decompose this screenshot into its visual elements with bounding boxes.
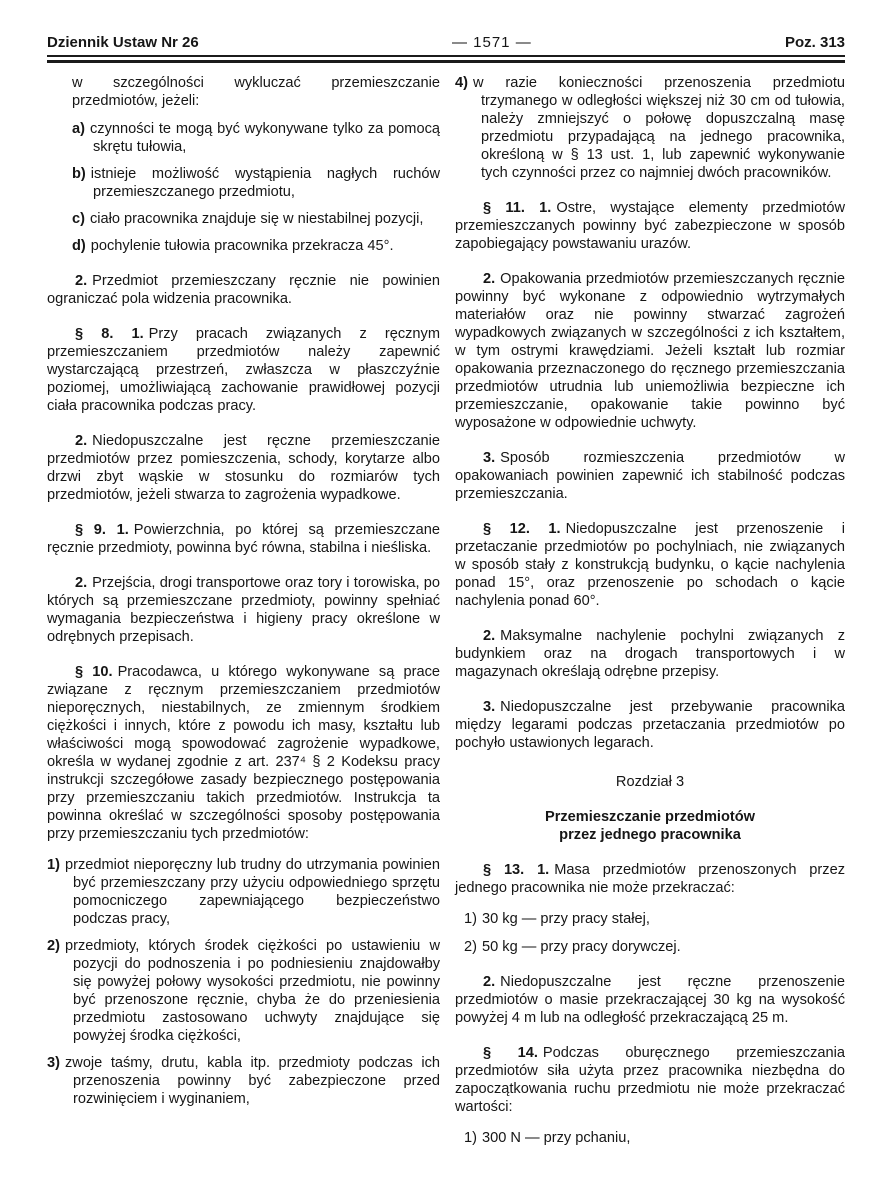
page-header — [47, 34, 845, 57]
paragraph-number: 2. — [483, 628, 496, 644]
journal-title: Dziennik Ustaw Nr 26 — [47, 34, 199, 51]
list-marker: 4) — [455, 75, 468, 91]
left-column — [47, 74, 440, 1147]
paragraph-text: Niedopuszczalne jest przenoszenie i przetaczanie przedmiotów po pochylniach, nie związanych w sposób stały z konstrukcją budynku, o kącie nachylenia ponad 15°, oraz przenoszenie po schodach o kącie nachylenia ponad 60°. — [455, 521, 845, 609]
header-rule — [47, 60, 845, 63]
list-item-text: 50 kg — przy pracy dorywczej. — [481, 939, 681, 955]
paragraph-number: 3. — [483, 450, 496, 466]
paragraph: w szczególności wykluczać przemieszczanie przedmiotów, jeżeli: — [72, 75, 440, 109]
list-marker: d) — [72, 238, 86, 254]
section-title-line2: przez jednego pracownika — [559, 827, 741, 843]
paragraph — [455, 199, 845, 253]
paragraph — [455, 627, 845, 681]
right-column — [455, 74, 845, 1147]
paragraph-number: 2. — [75, 433, 88, 449]
paragraph-number: § 13. 1. — [483, 862, 550, 878]
paragraph-number: § 10. — [75, 664, 113, 680]
paragraph-text: Przedmiot przemieszczany ręcznie nie powinien ograniczać pola widzenia pracownika. — [47, 273, 440, 307]
list-item-text: przedmiot nieporęczny lub trudny do utrzymania powinien być przemieszczany przy użyciu odpowiedniego sprzętu pomocniczego zapewniającego bezpieczeństwo podczas pracy, — [64, 857, 440, 927]
paragraph-text: Pracodawca, u którego wykonywane są prace związane z ręcznym przemieszczaniem przedmiotów nieporęcznych, niestabilnych, ze zmiennym środkiem ciężkości i innych, które z powodu ich masy, kształtu lub właściwości mogą spowodować zagrożenie wypadkowe, określa w wydanej zgodnie z art. 237⁴ § 2 Kodeksu pracy instrukcji szczegółowe zasady bezpiecznego postępowania przy przemieszczaniu takich przedmiotów. Instrukcja ta powinna określać w szczególności sposoby postępowania przy przemieszczaniu tych przedmiotów: — [47, 664, 440, 842]
list-item — [72, 210, 440, 228]
paragraph — [455, 449, 845, 503]
position-number: Poz. 313 — [784, 34, 845, 51]
list-marker: a) — [72, 121, 85, 137]
paragraph-text: Przejścia, drogi transportowe oraz tory i torowiska, po których są przemieszczane przedmioty, powinny spełniać wymagania bezpieczeństwa i higieny pracy określone w odrębnych przepisach. — [47, 575, 440, 645]
paragraph — [47, 432, 440, 504]
paragraph-number: § 8. 1. — [75, 326, 144, 342]
paragraph — [47, 663, 440, 843]
paragraph — [47, 325, 440, 415]
paragraph-text: Sposób rozmieszczenia przedmiotów w opakowaniach powinien zapewnić ich stabilność podczas przemieszczania. — [455, 450, 845, 502]
list-item — [47, 856, 440, 928]
paragraph — [455, 520, 845, 610]
paragraph-number: 2. — [483, 271, 496, 287]
list-item — [464, 1129, 845, 1147]
paragraph — [455, 973, 845, 1027]
paragraph — [47, 272, 440, 308]
list-item — [455, 74, 845, 182]
list-marker: c) — [72, 211, 85, 227]
paragraph-number: § 11. 1. — [483, 200, 552, 216]
list-marker: 2) — [464, 939, 477, 955]
paragraph-text: Opakowania przedmiotów przemieszczanych ręcznie powinny być wykonane z odpowiednio wytrzymałych materiałów oraz nie powinny stwarzać zagrożeń wypadkowych związanych w szczególności z ich kształtem, w tym ostrymi krawędziami. Jeżeli kształt lub rozmiar opakowania przeznaczonego do ręcznego przemieszczania przedmiotów utrudnia lub uniemożliwia bezpieczne ich przemieszczanie, opakowanie takie powinno być wyposażone w odpowiednie uchwyty. — [455, 271, 845, 431]
list-item-text: 30 kg — przy pracy stałej, — [481, 911, 650, 927]
paragraph-text: Maksymalne nachylenie pochylni związanych z budynkiem oraz na drogach transportowych i w magazynach określają odrębne przepisy. — [455, 628, 845, 680]
paragraph-number: 2. — [75, 273, 88, 289]
paragraph — [455, 861, 845, 897]
list-marker: 2) — [47, 938, 60, 954]
paragraph-number: § 9. 1. — [75, 522, 129, 538]
paragraph-text: Podczas oburęcznego przemieszczania przedmiotów siła użyta przez pracownika niezbędna do zapoczątkowania ruchu przedmiotu nie może przekraczać wartości: — [455, 1045, 845, 1115]
list-marker: 1) — [47, 857, 60, 873]
section-title-line1: Przemieszczanie przedmiotów — [544, 809, 756, 825]
paragraph-number: 2. — [75, 575, 88, 591]
page-number: — 1571 — — [451, 34, 532, 51]
paragraph — [455, 270, 845, 432]
list-item-text: zwoje taśmy, drutu, kabla itp. przedmioty podczas ich przenoszenia powinny być zabezpieczone przed rozwinięciem i wyginaniem, — [64, 1055, 440, 1107]
paragraph — [47, 574, 440, 646]
paragraph-number: 2. — [483, 974, 496, 990]
list-item — [72, 120, 440, 156]
paragraph-text: Niedopuszczalne jest ręczne przenoszenie przedmiotów o masie przekraczającej 30 kg na wysokość powyżej 4 m lub na odległość przekraczającą 25 m. — [455, 974, 845, 1026]
paragraph-number: § 14. — [483, 1045, 538, 1061]
list-item — [464, 910, 845, 928]
chapter-heading: Rozdział 3 — [615, 774, 685, 790]
list-marker: 3) — [47, 1055, 60, 1071]
paragraph-text: Przy pracach związanych z ręcznym przemieszczaniem przedmiotów należy zapewnić wystarczającą przestrzeń, zwłaszcza w płaszczyźnie poziomej, umożliwiającą zachowanie prawidłowej pozycji ciała pracownika podczas pracy. — [47, 326, 440, 414]
paragraph — [455, 1044, 845, 1116]
list-item-text: w razie konieczności przenoszenia przedmiotu trzymanego w odległości większej niż 30 cm od tułowia, należy zmniejszyć o połowę dopuszczalną masę przedmiotu przypadającą na jednego pracownika, określoną w § 13 ust. 1, lub zapewnić wykonywanie tych czynności przez co najmniej dwóch pracowników. — [472, 75, 845, 181]
list-item — [47, 1054, 440, 1108]
list-item-text: ciało pracownika znajduje się w niestabilnej pozycji, — [89, 211, 424, 227]
list-item-text: pochylenie tułowia pracownika przekracza 45°. — [90, 238, 394, 254]
paragraph-number: § 12. 1. — [483, 521, 561, 537]
paragraph-text: Niedopuszczalne jest przebywanie pracownika między legarami podczas przetaczania przedmiotów po pochyło ustawionych legarach. — [455, 699, 845, 751]
list-item-text: przedmioty, których środek ciężkości po ustawieniu w pozycji do podnoszenia i po podniesieniu znajdowałby się powyżej połowy wysokości przedmiotu, nie powinny być przenoszone ręcznie, chyba że do przeniesienia przedmiotu zastosowano uchwyty znajdujące się powyżej środka ciężkości, — [64, 938, 440, 1044]
paragraph-text: Powierzchnia, po której są przemieszczane ręcznie przedmioty, powinna być równa, stabilna i nieśliska. — [47, 522, 440, 556]
list-marker: 1) — [464, 911, 477, 927]
list-item — [464, 938, 845, 956]
two-column-body — [47, 74, 845, 1147]
list-item-text: istnieje możliwość wystąpienia nagłych ruchów przemieszczanego przedmiotu, — [90, 166, 440, 200]
paragraph-text: Masa przedmiotów przenoszonych przez jednego pracownika nie może przekraczać: — [455, 862, 845, 896]
paragraph-number: 3. — [483, 699, 496, 715]
list-item-text: czynności te mogą być wykonywane tylko za pomocą skrętu tułowia, — [89, 121, 440, 155]
list-item — [72, 165, 440, 201]
list-item-text: 300 N — przy pchaniu, — [481, 1130, 631, 1146]
list-item — [47, 937, 440, 1045]
paragraph — [47, 521, 440, 557]
list-item — [72, 237, 440, 255]
paragraph-text: Niedopuszczalne jest ręczne przemieszczanie przedmiotów przez pomieszczenia, schody, korytarze albo drzwi zbyt wąskie w stosunku do rozmiarów tych przedmiotów, jeżeli stwarza to zagrożenia wypadkowe. — [47, 433, 440, 503]
paragraph-text: Ostre, wystające elementy przedmiotów przemieszczanych powinny być zabezpieczone w sposób zapobiegający powstawaniu urazów. — [455, 200, 845, 252]
list-marker: b) — [72, 166, 86, 182]
paragraph — [455, 698, 845, 752]
list-marker: 1) — [464, 1130, 477, 1146]
